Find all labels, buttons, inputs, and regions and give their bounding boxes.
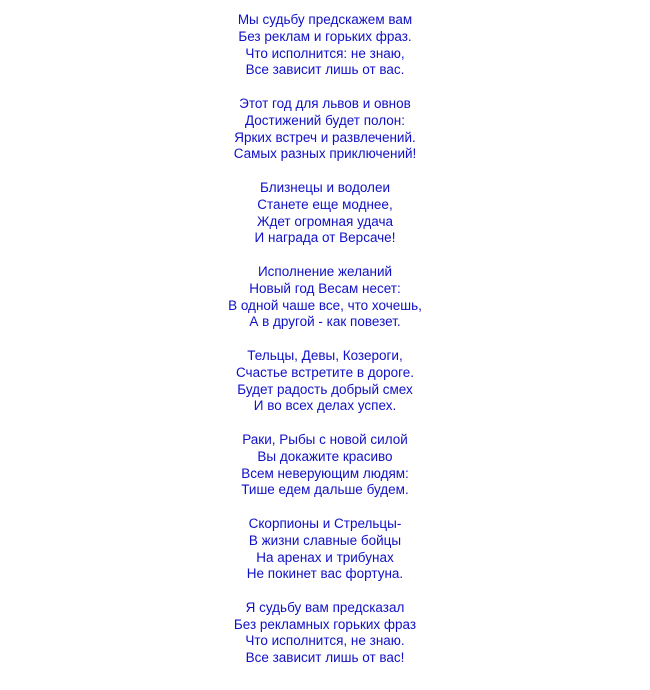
stanza-6: [0, 432, 650, 499]
poem-line: Все зависит лишь от вас!: [245, 650, 405, 666]
poem-line: Ждет огромная удача: [256, 213, 394, 229]
poem-line: На аренах и трибунах: [256, 549, 394, 565]
poem-line: Не покинет вас фортуна.: [246, 566, 404, 582]
poem-line: И награда от Версаче!: [254, 230, 396, 246]
poem-line: Достижений будет полон:: [245, 112, 405, 128]
poem-line: И во всех делах успех.: [253, 398, 397, 414]
poem-line: В одной чаше все, что хочешь,: [228, 297, 422, 313]
poem-line: Все зависит лишь от вас.: [245, 62, 405, 78]
poem-line: Исполнение желаний: [257, 263, 393, 279]
stanza-2: [0, 96, 650, 163]
poem-line: Вы докажите красиво: [257, 448, 393, 464]
poem-line: Новый год Весам несет:: [249, 280, 401, 296]
poem-line: Близнецы и водолеи: [259, 179, 390, 195]
poem-line: Счастье встретите в дороге.: [235, 364, 415, 380]
poem-line: Скорпионы и Стрельцы-: [248, 515, 402, 531]
poem-line: Мы судьбу предскажем вам: [237, 12, 413, 27]
stanza-8: [0, 600, 650, 667]
stanza-1: [0, 12, 650, 79]
poem-line: В жизни славные бойцы: [248, 532, 402, 548]
poem-line: Раки, Рыбы с новой силой: [242, 431, 408, 447]
stanza-3: [0, 180, 650, 247]
poem-line: Что исполнится: не знаю,: [245, 45, 405, 61]
poem-line: А в другой - как повезет.: [249, 314, 401, 330]
poem-line: Без реклам и горьких фраз.: [238, 28, 412, 44]
poem: [0, 12, 650, 667]
poem-line: Ярких встреч и развлечений.: [234, 129, 416, 145]
stanza-5: [0, 348, 650, 415]
stanza-4: [0, 264, 650, 331]
poem-line: Я судьбу вам предсказал: [245, 599, 405, 615]
poem-line: Будет радость добрый смех: [237, 381, 413, 397]
stanza-7: [0, 516, 650, 583]
poem-line: Всем неверующим людям:: [241, 465, 409, 481]
poem-line: Тише едем дальше будем.: [241, 482, 409, 498]
poem-line: Что исполнится, не знаю.: [245, 633, 405, 649]
poem-line: Без рекламных горьких фраз: [233, 616, 417, 632]
poem-line: Тельцы, Девы, Козероги,: [247, 347, 403, 363]
poem-line: Станете еще моднее,: [257, 196, 393, 212]
poem-line: Этот год для львов и овнов: [239, 95, 411, 111]
poem-line: Самых разных приключений!: [233, 146, 417, 162]
